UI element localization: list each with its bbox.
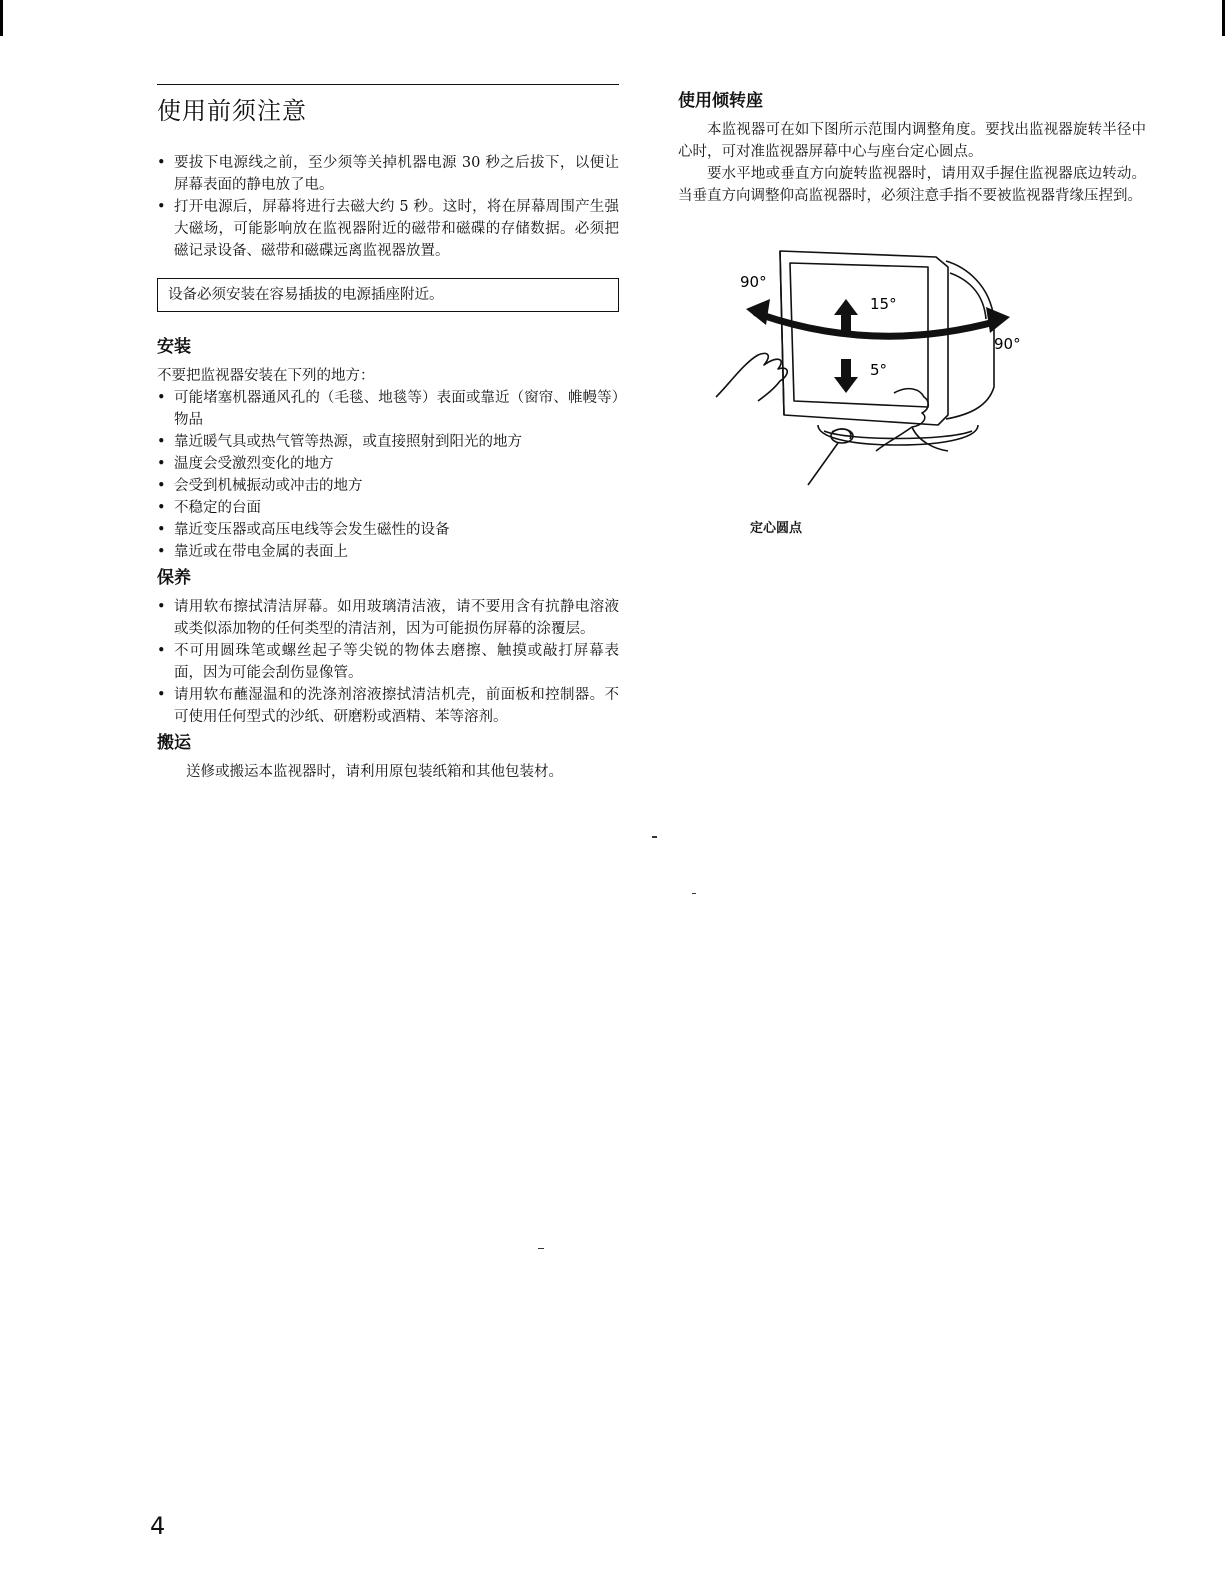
- installation-item: • 靠近暖气具或热气管等热源，或直接照射到阳光的地方: [157, 431, 619, 453]
- installation-item: • 温度会受激烈变化的地方: [157, 453, 619, 475]
- installation-intro: 不要把监视器安装在下列的地方：: [157, 368, 375, 384]
- power-outlet-notice: 设备必须安装在容易插拔的电源插座附近。: [157, 278, 619, 312]
- tilt-swivel-paragraph: 要水平地或垂直方向旋转监视器时，请用双手握住监视器底边转动。当垂直方向调整仰高监视器时，必须注意手指不要被监视器背缘压捏到。: [678, 166, 1146, 204]
- installation-item: • 可能堵塞机器通风孔的（毛毯、地毯等）表面或靠近（窗帘、帷幔等）物品: [157, 387, 619, 431]
- installation-list: [157, 387, 619, 563]
- installation-heading: 安装: [157, 337, 191, 357]
- tilt-down-angle: 5°: [870, 361, 888, 379]
- title-rule: [157, 84, 619, 85]
- installation-item: • 会受到机械振动或冲击的地方: [157, 475, 619, 497]
- page-number: 4: [150, 1512, 166, 1540]
- scan-speck: [538, 1248, 544, 1249]
- installation-item: • 靠近变压器或高压电线等会发生磁性的设备: [157, 519, 619, 541]
- installation-item: • 靠近或在带电金属的表面上: [157, 541, 619, 563]
- precautions-list: [157, 152, 619, 262]
- right-column: [678, 86, 1146, 536]
- left-column: [157, 84, 619, 783]
- transport-text: 送修或搬运本监视器时，请利用原包装纸箱和其他包装材。: [186, 764, 563, 780]
- scan-speck: [692, 893, 696, 894]
- precaution-item: • 打开电源后，屏幕将进行去磁大约 5 秒。这时，将在屏幕周围产生强大磁场，可能影响放在监视器附近的磁带和磁碟的存储数据。必须把磁记录设备、磁带和磁碟远离监视器放置。: [157, 196, 619, 262]
- page-title: 使用前须注意: [157, 97, 307, 125]
- maintenance-item: • 不可用圆珠笔或螺丝起子等尖锐的物体去磨擦、触摸或敲打屏幕表面，因为可能会刮伤显像管。: [157, 640, 619, 684]
- scan-speck: [652, 836, 657, 838]
- maintenance-list: [157, 596, 619, 728]
- transport-heading: 搬运: [157, 733, 191, 753]
- maintenance-heading: 保养: [157, 568, 191, 588]
- swivel-left-angle: 90°: [740, 273, 767, 291]
- tilt-swivel-heading: 使用倾转座: [678, 91, 763, 111]
- maintenance-item: • 请用软布擦拭清洁屏幕。如用玻璃清洁液，请不要用含有抗静电溶液或类似添加物的任何类型的清洁剂，因为可能损伤屏幕的涂覆层。: [157, 596, 619, 640]
- tilt-swivel-paragraph: 本监视器可在如下图所示范围内调整角度。要找出监视器旋转半径中心时，可对准监视器屏幕中心与座台定心圆点。: [678, 122, 1146, 160]
- scan-edge-left: [0, 0, 3, 36]
- installation-item: • 不稳定的台面: [157, 497, 619, 519]
- tilt-swivel-figure: [698, 237, 1098, 517]
- precaution-item: • 要拔下电源线之前，至少须等关掉机器电源 30 秒之后拔下，以便让屏幕表面的静电放了电。: [157, 152, 619, 196]
- tilt-up-angle: 15°: [870, 295, 897, 313]
- maintenance-item: • 请用软布蘸湿温和的洗涤剂溶液擦拭清洁机壳，前面板和控制器。不可使用任何型式的沙纸、研磨粉或酒精、苯等溶剂。: [157, 684, 619, 728]
- figure-caption: 定心圆点: [750, 521, 803, 536]
- swivel-right-angle: 90°: [994, 335, 1021, 353]
